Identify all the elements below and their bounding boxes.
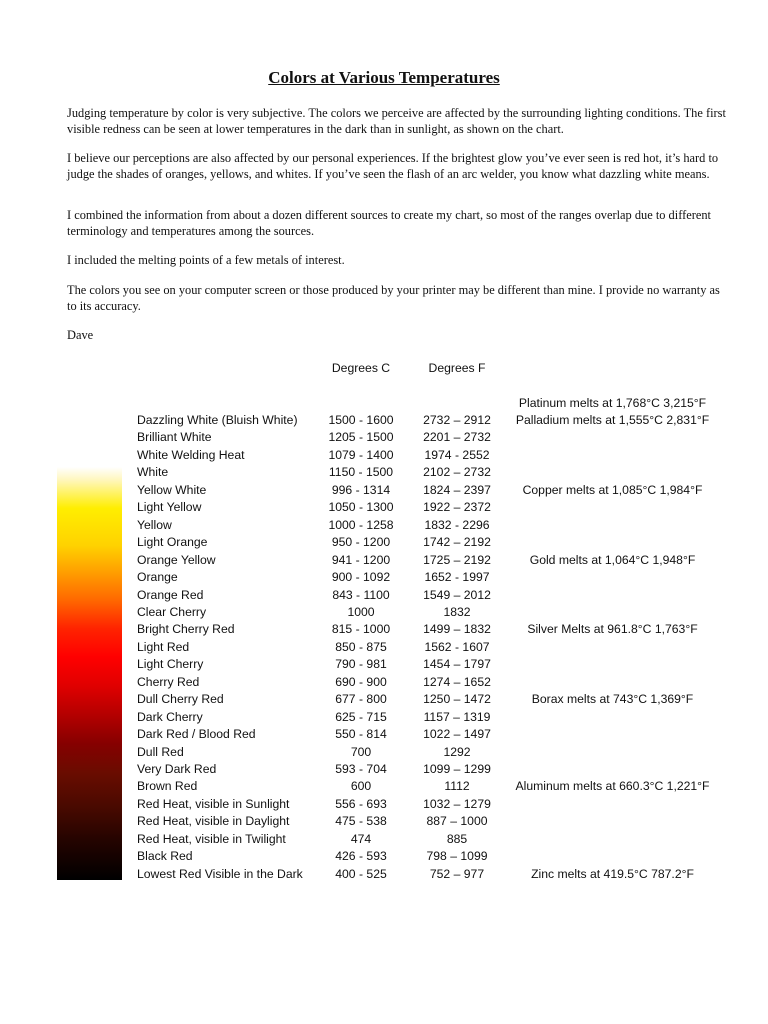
degrees-c-value: 400 - 525 [335,866,387,881]
table-row [0,813,768,830]
degrees-c-value: 700 [350,744,372,759]
color-name: Orange Yellow [137,552,216,567]
degrees-c-value: 815 - 1000 [331,622,391,637]
degrees-f-value: 1742 – 2192 [423,535,491,550]
degrees-f-value: 1922 – 2372 [423,500,491,515]
table-row [0,534,768,551]
degrees-c-value: 556 - 693 [335,796,387,811]
degrees-c-value: 900 - 1092 [331,570,391,585]
degrees-f-value: 1292 [443,744,471,759]
table-row [0,447,768,464]
table-row [0,848,768,865]
color-name: Dull Cherry Red [137,692,224,707]
table-row [0,866,768,883]
signature: Dave [67,328,94,342]
table-row [0,429,768,446]
degrees-f-value: 1974 - 2552 [424,447,490,462]
page-title: Colors at Various Temperatures [268,68,500,87]
table-row [0,639,768,656]
degrees-f-value: 1652 - 1997 [424,570,490,585]
degrees-c-value: 475 - 538 [335,814,387,829]
degrees-f-value: 1832 [443,604,471,619]
color-name: Lowest Red Visible in the Dark [137,866,303,881]
degrees-c-value: 677 - 800 [335,692,387,707]
header-degrees-c: Degrees C [331,361,391,375]
table-row [0,796,768,813]
table-row [0,726,768,743]
melting-note: Palladium melts at 1,555°C 2,831°F [515,413,710,427]
degrees-f-value: 1250 – 1472 [423,692,491,707]
table-row [0,778,768,795]
degrees-c-value: 1205 - 1500 [328,430,394,445]
color-name: Dazzling White (Bluish White) [137,413,298,427]
degrees-c-value: 941 - 1200 [331,552,391,567]
degrees-f-value: 2102 – 2732 [423,465,491,480]
degrees-f-value: 1157 – 1319 [423,709,491,724]
degrees-f-value: 885 [446,831,468,846]
color-name: Light Cherry [137,657,204,672]
degrees-f-value: 752 – 977 [429,866,485,881]
degrees-f-value: 1274 – 1652 [423,674,491,689]
degrees-c-value: 1500 - 1600 [328,413,394,427]
color-name: Brown Red [137,779,198,794]
color-name: Orange Red [137,587,204,602]
degrees-c-value: 625 - 715 [335,709,387,724]
table-row [0,709,768,726]
color-name: Red Heat, visible in Twilight [137,831,286,846]
table-row [0,691,768,708]
color-name: Yellow [137,517,172,532]
degrees-c-value: 426 - 593 [335,849,387,864]
degrees-c-value: 1000 [347,604,375,619]
degrees-f-value: 1112 [444,779,470,794]
degrees-c-value: 474 [350,831,372,846]
degrees-f-value: 1549 – 2012 [423,587,491,602]
color-name: Red Heat, visible in Daylight [137,814,290,829]
intro-paragraph-3: I combined the information from about a dozen different sources to create my chart, so most of the ranges overlap due to different terminology and temperatures among the sources. [67,208,711,238]
degrees-f-value: 1832 - 2296 [424,517,490,532]
color-name: Orange [137,570,178,585]
color-name: White [137,465,169,480]
degrees-c-value: 790 - 981 [335,657,387,672]
color-name: Dull Red [137,744,184,759]
intro-paragraph-2: I believe our perceptions are also affected by our personal experiences. If the brightest glow you’ve ever seen is red hot, it’s hard to judge the shades of oranges, yellows, and whites. If you’ve seen the flash of an arc welder, you know what dazzling white means. [67,151,719,181]
table-row [0,464,768,481]
melting-note: Copper melts at 1,085°C 1,984°F [522,482,703,497]
color-name: Light Red [137,639,190,654]
table-row [0,482,768,499]
degrees-c-value: 950 - 1200 [331,535,391,550]
color-name: Light Yellow [137,500,202,515]
table-row [0,499,768,516]
color-name: Dark Cherry [137,709,203,724]
color-name: Very Dark Red [137,762,217,776]
degrees-c-value: 996 - 1314 [331,482,391,497]
degrees-c-value: 550 - 814 [335,727,387,742]
degrees-f-value: 1454 – 1797 [423,657,491,672]
color-name: Light Orange [137,535,208,550]
color-name: Brilliant White [137,430,212,445]
degrees-c-value: 1079 - 1400 [328,447,394,462]
intro-paragraph-4: I included the melting points of a few metals of interest. [67,253,345,267]
color-name: Yellow White [137,482,207,497]
degrees-f-value: 1032 – 1279 [423,796,491,811]
table-row [0,604,768,621]
color-name: Dark Red / Blood Red [137,727,256,742]
degrees-c-value: 1050 - 1300 [328,500,394,515]
melting-note: Zinc melts at 419.5°C 787.2°F [531,866,694,881]
degrees-c-value: 593 - 704 [335,762,387,776]
degrees-f-value: 1499 – 1832 [423,622,491,637]
degrees-c-value: 1150 - 1500 [328,465,394,480]
melting-note: Gold melts at 1,064°C 1,948°F [529,552,696,567]
degrees-f-value: 887 – 1000 [426,814,488,829]
color-name: Cherry Red [137,674,200,689]
degrees-f-value: 1824 – 2397 [423,482,491,497]
intro-paragraph-1: Judging temperature by color is very subjective. The colors we perceive are affected by the surrounding lighting conditions. The first visible redness can be seen at lower temperatures in the dark than in sunlight, as shown on the chart. [67,106,726,136]
header-degrees-f: Degrees F [428,361,486,375]
color-name: Bright Cherry Red [137,622,235,637]
degrees-f-value: 1022 – 1497 [423,727,491,742]
table-row [0,587,768,604]
degrees-f-value: 1099 – 1299 [423,762,491,776]
melting-note: Platinum melts at 1,768°C 3,215°F [518,396,707,410]
table-row [0,552,768,569]
table-row [0,656,768,673]
degrees-c-value: 690 - 900 [335,674,387,689]
melting-note: Silver Melts at 961.8°C 1,763°F [527,622,698,637]
intro-paragraph-5: The colors you see on your computer screen or those produced by your printer may be different than mine. I provide no warranty as to its accuracy. [67,283,720,313]
degrees-f-value: 1562 - 1607 [424,639,490,654]
degrees-c-value: 850 - 875 [335,639,387,654]
table-row [0,744,768,761]
table-row [0,412,768,429]
melting-note: Borax melts at 743°C 1,369°F [531,692,694,707]
table-row [0,674,768,691]
table-row [0,569,768,586]
color-name: White Welding Heat [137,447,245,462]
degrees-f-value: 798 – 1099 [426,849,488,864]
color-name: Clear Cherry [137,604,207,619]
degrees-c-value: 600 [350,779,372,794]
degrees-f-value: 2201 – 2732 [423,430,491,445]
table-row [0,831,768,848]
color-name: Black Red [137,849,193,864]
degrees-c-value: 1000 - 1258 [328,517,394,532]
degrees-f-value: 2732 – 2912 [423,413,491,427]
color-name: Red Heat, visible in Sunlight [137,796,290,811]
degrees-f-value: 1725 – 2192 [423,552,491,567]
platinum-note-row [0,395,768,412]
degrees-c-value: 843 - 1100 [332,587,390,602]
melting-note: Aluminum melts at 660.3°C 1,221°F [515,779,710,794]
table-row [0,517,768,534]
table-row [0,621,768,638]
table-row [0,761,768,778]
